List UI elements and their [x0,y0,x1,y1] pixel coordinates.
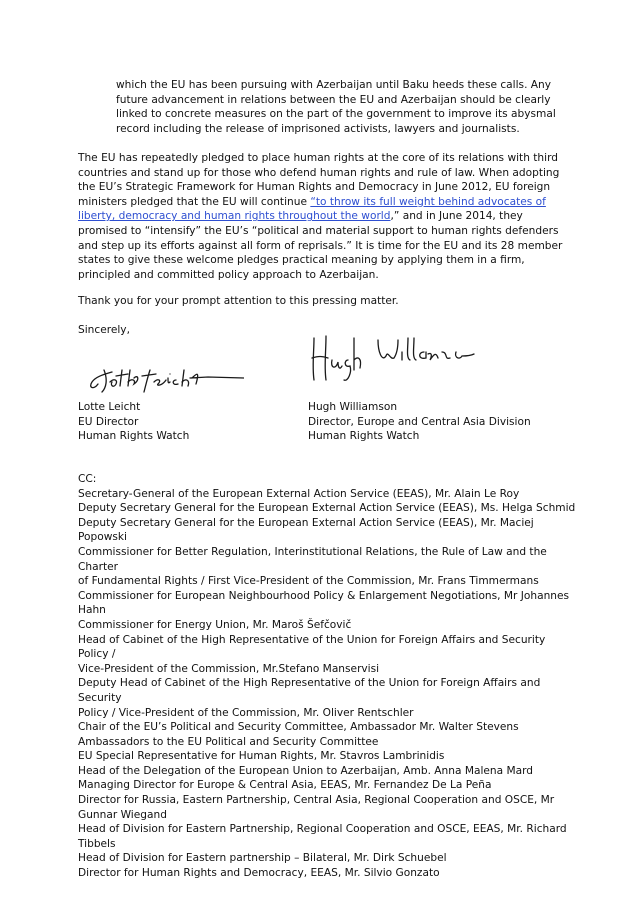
cc-label: CC: [78,473,97,485]
cc-line: Vice-President of the Commission, Mr.Stefano Manservisi [78,662,380,675]
signature-hugh-williamson [308,330,508,390]
cc-list [78,472,578,881]
cc-line: Head of Division for Eastern Partnership, Regional Cooperation and OSCE, EEAS, Mr. Richard [78,823,567,836]
cc-line: Ambassadors to the EU Political and Security Committee [78,735,379,748]
signer-title: EU Director [78,415,139,428]
cc-line: Secretary-General of the European External Action Service (EEAS), Mr. Alain Le Roy [78,487,520,500]
pledge-text-after-link: ,” and in June 2014, they promised to “intensify” the EU’s “political and material support to human rights defenders and step up its efforts against all form of reprisals.” It is time for the EU and its 28 member states to give these welcome pledges practical meaning by applying them in a firm, principled and committed policy approach to Azerbaijan. [78,210,563,281]
cc-line: Deputy Secretary General for the European External Action Service (EEAS), Mr. Maciej Popowski [78,516,534,544]
cc-line: Hahn [78,604,106,617]
signer-lotte-leicht [78,400,189,444]
thanks-paragraph: Thank you for your prompt attention to this pressing matter. [78,295,399,307]
pledge-text-before-link: The EU has repeatedly pledged to place human rights at the core of its relations with third countries and stand up for those who defend human rights and rule of law. When adopting the EU’s Strategic Framework for Human Rights and Democracy in June 2012, EU foreign ministers pledged that the EU will continue [78,152,560,208]
signer-name: Lotte Leicht [78,401,141,413]
cc-line: Head of Cabinet of the High Representative of the Union for Foreign Affairs and Security Policy / [78,633,546,661]
cc-line: Tibbels [78,837,116,850]
quote-link[interactable]: “to throw its full weight behind advocates of liberty, democracy and human rights throughout the world [78,195,546,223]
indented-paragraph: which the EU has been pursuing with Azerbaijan until Baku heeds these calls. Any future advancement in relations between the EU and Azerbaijan should be clearly linked to concrete measures on the part of the government to improve its abysmal record including the release of imprisoned activists, lawyers and journalists. [116,79,556,135]
cc-line: Head of the Delegation of the European Union to Azerbaijan, Amb. Anna Malena Mard [78,764,534,777]
cc-line: Commissioner for Better Regulation, Interinstitutional Relations, the Rule of Law and the Charter [78,545,547,573]
cc-line: Deputy Secretary General for the European External Action Service (EEAS), Ms. Helga Schmid [78,502,576,515]
cc-line: Policy / Vice-President of the Commission, Mr. Oliver Rentschler [78,706,414,719]
signer-name: Hugh Williamson [308,401,398,413]
pledge-paragraph [78,151,570,282]
cc-line: Managing Director for Europe & Central Asia, EEAS, Mr. Fernandez De La Peña [78,779,492,792]
cc-line: Deputy Head of Cabinet of the High Representative of the Union for Foreign Affairs and Security [78,677,541,704]
cc-line: Director for Russia, Eastern Partnership, Central Asia, Regional Cooperation and OSCE, Mr [78,794,555,807]
signer-organization: Human Rights Watch [78,430,190,443]
signer-organization: Human Rights Watch [308,430,420,443]
cc-line: Commissioner for European Neighbourhood Policy & Enlargement Negotiations, Mr Johannes [78,589,570,602]
closing: Sincerely, [78,324,130,336]
cc-line: Director for Human Rights and Democracy, EEAS, Mr. Silvio Gonzato [78,867,440,880]
cc-line: Head of Division for Eastern partnership – Bilateral, Mr. Dirk Schuebel [78,852,447,865]
cc-line: Gunnar Wiegand [78,808,167,821]
signer-title: Director, Europe and Central Asia Division [308,415,531,428]
cc-line: of Fundamental Rights / First Vice-President of the Commission, Mr. Frans Timmermans [78,575,539,588]
cc-line: EU Special Representative for Human Rights, Mr. Stavros Lambrinidis [78,750,445,763]
signature-lotte-leicht [84,360,244,396]
signer-hugh-williamson [308,400,531,444]
cc-line: Commissioner for Energy Union, Mr. Maroš Šefčovič [78,618,352,631]
cc-line: Chair of the EU’s Political and Security Committee, Ambassador Mr. Walter Stevens [78,721,519,734]
